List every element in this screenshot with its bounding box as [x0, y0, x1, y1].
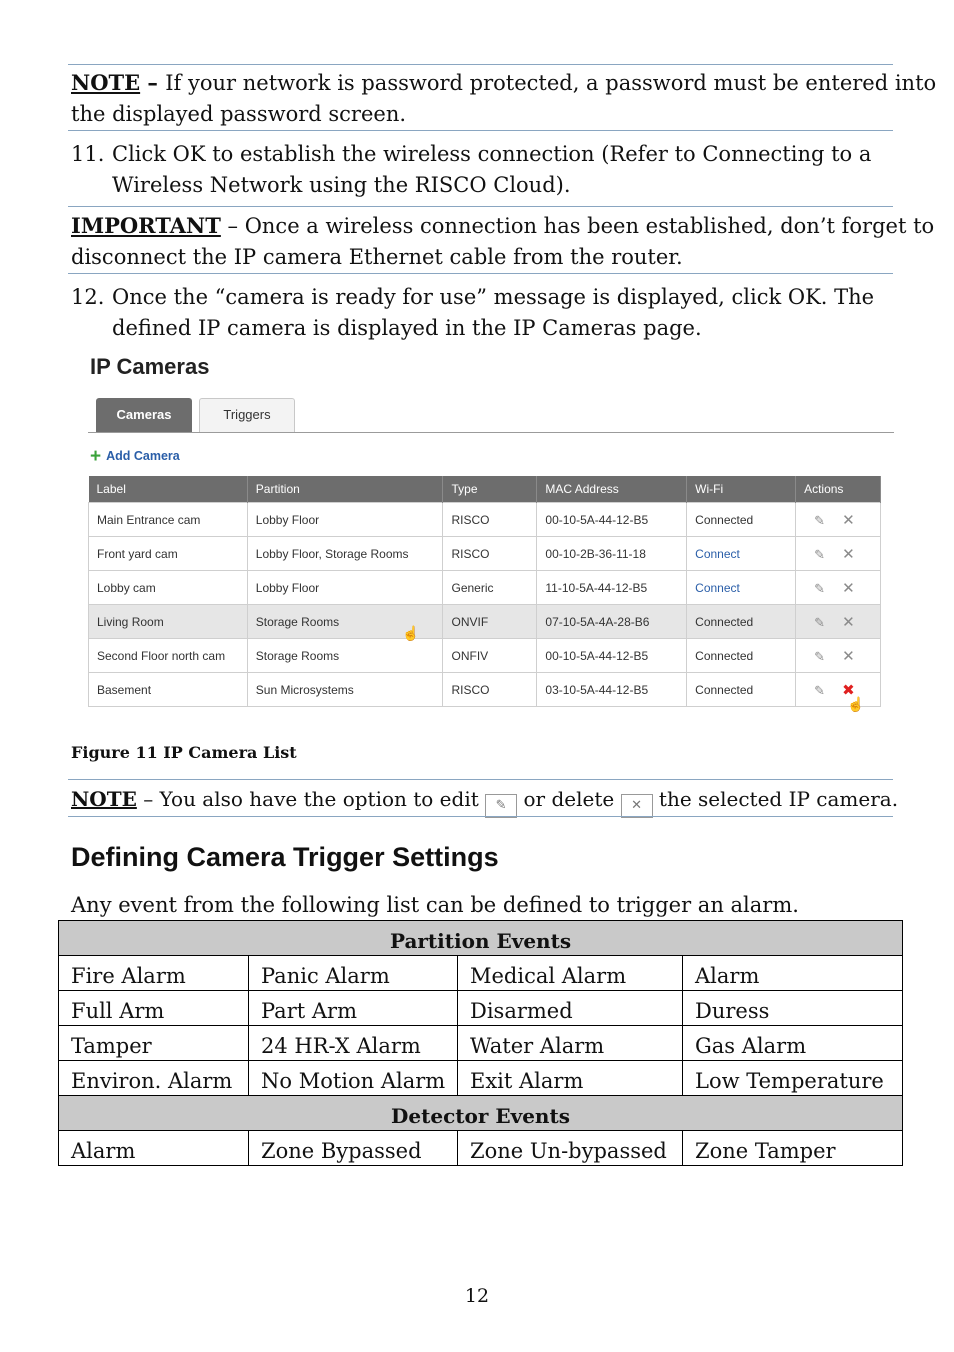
ip-cameras-title: IP Cameras — [90, 354, 210, 379]
rule — [68, 779, 893, 780]
cell-label: Lobby cam — [89, 571, 248, 605]
cell-actions — [796, 605, 881, 639]
event-cell: Exit Alarm — [458, 1061, 683, 1096]
note-label: NOTE — [71, 70, 141, 95]
table-row — [59, 956, 903, 991]
rule — [68, 206, 893, 207]
table-row[interactable] — [89, 673, 881, 707]
table-header-row — [59, 1096, 903, 1131]
delete-icon[interactable]: ✕ — [842, 545, 855, 563]
cell-partition: Lobby Floor — [247, 503, 443, 537]
hand-cursor-icon: ☝ — [847, 697, 865, 713]
event-cell: 24 HR-X Alarm — [249, 1026, 458, 1061]
cell-label: Front yard cam — [89, 537, 248, 571]
event-cell: Water Alarm — [458, 1026, 683, 1061]
cell-label: Second Floor north cam — [89, 639, 248, 673]
col-actions: Actions — [796, 476, 881, 503]
table-header-row — [89, 476, 881, 503]
delete-icon[interactable]: ✕ — [842, 613, 855, 631]
table-row-selected[interactable] — [89, 605, 881, 639]
event-cell: Gas Alarm — [683, 1026, 903, 1061]
event-cell: Low Temperature — [683, 1061, 903, 1096]
delete-icon[interactable]: ✕ — [842, 579, 855, 597]
step-number: 11. — [71, 142, 105, 166]
hand-cursor-icon: ☝ — [402, 626, 420, 642]
event-cell: Environ. Alarm — [59, 1061, 249, 1096]
page-number: 12 — [464, 1285, 490, 1307]
step-number: 12. — [71, 285, 105, 309]
event-cell: Alarm — [59, 1131, 249, 1166]
event-cell: Fire Alarm — [59, 956, 249, 991]
cell-actions — [796, 571, 881, 605]
cell-type: RISCO — [443, 537, 537, 571]
cell-wifi: Connected — [687, 673, 796, 707]
cell-type: Generic — [443, 571, 537, 605]
col-mac-address[interactable]: MAC Address — [537, 476, 687, 503]
cell-type: ONFIV — [443, 639, 537, 673]
cell-label: Living Room — [89, 605, 248, 639]
event-cell: Zone Bypassed — [249, 1131, 458, 1166]
cell-partition: Lobby Floor — [247, 571, 443, 605]
table-row — [59, 1131, 903, 1166]
figure-caption: Figure 11 IP Camera List — [71, 743, 297, 762]
rule — [68, 816, 893, 817]
delete-icon: ✕ — [621, 794, 653, 818]
step-12-text: Once the “camera is ready for use” message is displayed, click OK. The defined IP camera is displayed in the IP Cameras page. — [112, 285, 875, 340]
cell-wifi — [687, 537, 796, 571]
cell-actions — [796, 537, 881, 571]
edit-icon[interactable]: ✎ — [814, 512, 825, 528]
event-cell: Part Arm — [249, 991, 458, 1026]
cell-label: Basement — [89, 673, 248, 707]
events-table — [58, 920, 903, 1166]
cell-mac: 11-10-5A-44-12-B5 — [537, 571, 687, 605]
partition-events-header: Partition Events — [59, 921, 903, 956]
event-cell: Full Arm — [59, 991, 249, 1026]
camera-table — [88, 476, 881, 707]
rule-top — [68, 64, 893, 65]
event-cell: Panic Alarm — [249, 956, 458, 991]
table-row[interactable] — [89, 503, 881, 537]
cell-actions — [796, 673, 881, 707]
cell-partition: Storage Rooms — [247, 639, 443, 673]
cell-partition: Sun Microsystems — [247, 673, 443, 707]
event-cell: Alarm — [683, 956, 903, 991]
table-row — [59, 991, 903, 1026]
event-cell: No Motion Alarm — [249, 1061, 458, 1096]
plus-icon: + — [90, 446, 102, 467]
intro-text: Any event from the following list can be defined to trigger an alarm. — [71, 893, 799, 917]
delete-icon[interactable]: ✕ — [842, 511, 855, 529]
add-camera-button[interactable]: + Add Camera — [90, 446, 180, 467]
cell-label: Main Entrance cam — [89, 503, 248, 537]
table-header-row — [59, 921, 903, 956]
tab-bar — [88, 398, 894, 433]
cell-wifi: Connected — [687, 605, 796, 639]
table-row — [59, 1061, 903, 1096]
col-type[interactable]: Type — [443, 476, 537, 503]
edit-icon[interactable]: ✎ — [814, 580, 825, 596]
cell-type: RISCO — [443, 503, 537, 537]
cell-mac: 00-10-5A-44-12-B5 — [537, 503, 687, 537]
cell-type: ONVIF — [443, 605, 537, 639]
event-cell: Zone Un-bypassed — [458, 1131, 683, 1166]
event-cell: Disarmed — [458, 991, 683, 1026]
event-cell: Zone Tamper — [683, 1131, 903, 1166]
rule — [68, 273, 893, 274]
cell-wifi — [687, 571, 796, 605]
cell-mac: 00-10-5A-44-12-B5 — [537, 639, 687, 673]
tab-triggers[interactable]: Triggers — [199, 398, 295, 432]
cell-partition: Storage Rooms — [247, 605, 443, 639]
cell-type: RISCO — [443, 673, 537, 707]
note-password: NOTE – If your network is password protected, a password must be entered into the displayed password screen. — [71, 70, 937, 126]
cell-mac: 03-10-5A-44-12-B5 — [537, 673, 687, 707]
event-cell: Tamper — [59, 1026, 249, 1061]
edit-icon[interactable]: ✎ — [814, 614, 825, 630]
col-partition[interactable]: Partition — [247, 476, 443, 503]
note-edit-delete: NOTE – You also have the option to edit ✎ or delete ✕ the selected IP camera. — [71, 784, 898, 818]
tab-cameras[interactable]: Cameras — [96, 398, 192, 432]
section-heading: Defining Camera Trigger Settings — [71, 842, 499, 872]
table-row[interactable] — [89, 571, 881, 605]
col-label[interactable]: Label — [89, 476, 248, 503]
table-row — [59, 1026, 903, 1061]
cell-wifi: Connected — [687, 503, 796, 537]
delete-icon-hover[interactable]: ✖ — [842, 681, 855, 699]
event-cell: Duress — [683, 991, 903, 1026]
edit-icon[interactable]: ✎ — [814, 648, 825, 664]
edit-icon[interactable]: ✎ — [814, 546, 825, 562]
edit-icon: ✎ — [485, 794, 517, 818]
delete-icon[interactable]: ✕ — [842, 647, 855, 665]
rule — [68, 130, 893, 131]
important-label: IMPORTANT — [71, 213, 221, 238]
table-row[interactable] — [89, 639, 881, 673]
cell-partition: Lobby Floor, Storage Rooms — [247, 537, 443, 571]
cell-mac: 00-10-2B-36-11-18 — [537, 537, 687, 571]
detector-events-header: Detector Events — [59, 1096, 903, 1131]
cell-actions — [796, 639, 881, 673]
connect-link[interactable]: Connect — [695, 546, 740, 561]
event-cell: Medical Alarm — [458, 956, 683, 991]
step-11-text: Click OK to establish the wireless connection (Refer to Connecting to a Wireless Network using the RISCO Cloud). — [112, 142, 872, 197]
cell-actions — [796, 503, 881, 537]
note-label: NOTE — [71, 787, 137, 811]
important-note: IMPORTANT – Once a wireless connection has been established, don’t forget to disconnect the IP camera Ethernet cable from the router. — [71, 213, 935, 269]
cell-mac: 07-10-5A-4A-28-B6 — [537, 605, 687, 639]
col-wifi[interactable]: Wi-Fi — [687, 476, 796, 503]
edit-icon[interactable]: ✎ — [814, 682, 825, 698]
table-row[interactable] — [89, 537, 881, 571]
connect-link[interactable]: Connect — [695, 580, 740, 595]
cell-wifi: Connected — [687, 639, 796, 673]
